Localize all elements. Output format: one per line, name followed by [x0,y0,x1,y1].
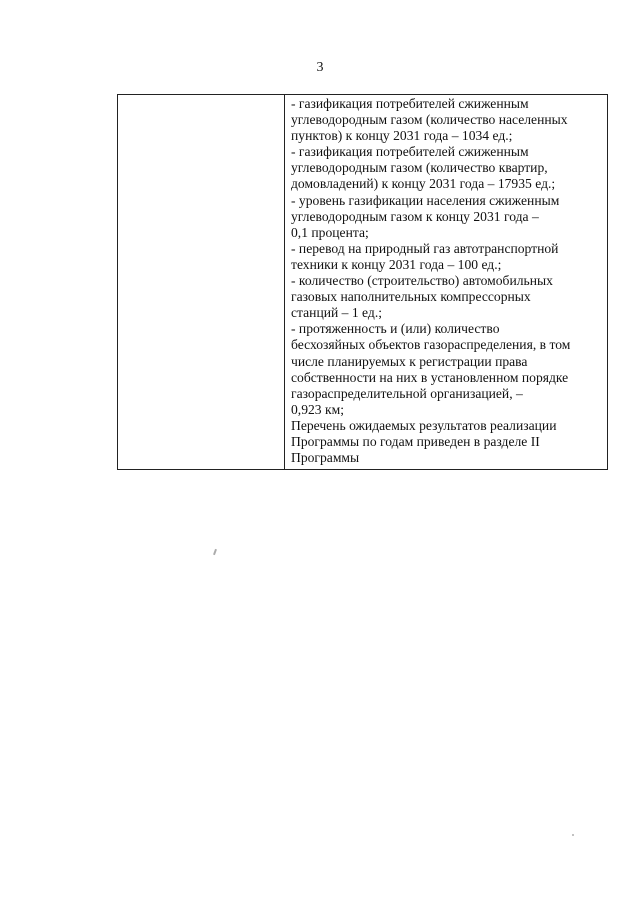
text-line: 0,923 км; [291,401,344,417]
text-line: Программы [291,450,360,466]
table-cell-left [118,95,285,470]
text-line: - протяженность и (или) количество [291,321,500,337]
text-line: станций – 1 ед.; [291,305,383,321]
text-line: техники к концу 2031 года – 100 ед.; [291,256,502,272]
text-line: - количество (строительство) автомобильных [291,273,553,289]
text-line: - газификация потребителей сжиженным [291,144,529,160]
text-line: углеводородным газом (количество населенных [291,112,568,128]
text-line: углеводородным газом (количество квартир, [291,160,548,176]
text-line: числе планируемых к регистрации права [291,353,528,369]
scan-speck [213,549,217,555]
text-line: газораспределительной организацией, – [291,385,523,401]
text-line: - перевод на природный газ автотранспортной [291,240,559,256]
text-line: Программы по годам приведен в разделе II [291,433,540,449]
scan-speck [572,834,574,836]
program-results-table [117,94,608,470]
table-cell-right [285,95,608,470]
text-line: Перечень ожидаемых результатов реализации [291,417,557,433]
table-row [118,95,608,470]
text-line: 0,1 процента; [291,224,369,240]
text-line: - уровень газификации населения сжиженным [291,192,560,208]
text-line: углеводородным газом к концу 2031 года – [291,208,539,224]
text-line: газовых наполнительных компрессорных [291,289,531,305]
text-line: - газификация потребителей сжиженным [291,96,529,111]
text-line: бесхозяйных объектов газораспределения, в том [291,337,571,353]
text-line: домовладений) к концу 2031 года – 17935 ед.; [291,176,556,192]
text-line: пунктов) к концу 2031 года – 1034 ед.; [291,128,513,144]
page-number: 3 [316,60,324,75]
text-line: собственности на них в установленном порядке [291,369,569,385]
